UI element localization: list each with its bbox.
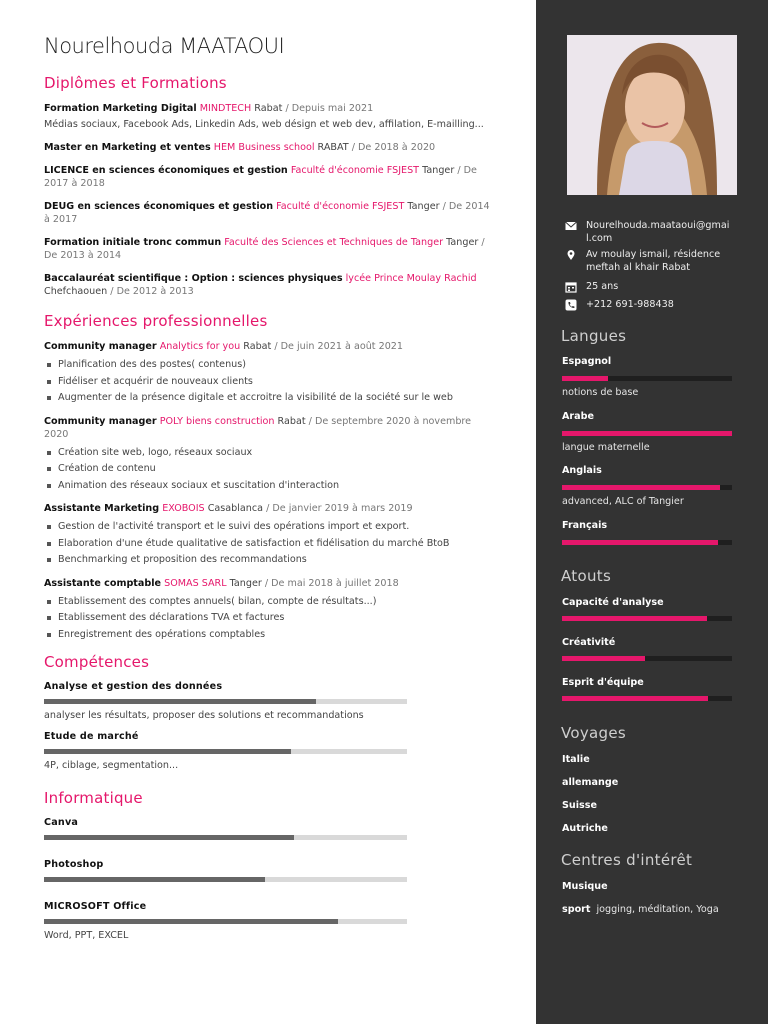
it-list xyxy=(44,817,492,941)
skills-level-bar xyxy=(44,749,407,754)
education-title: Formation initiale tronc commun xyxy=(44,237,222,248)
phone-text: +212 691-988438 xyxy=(586,299,674,310)
education-entry xyxy=(44,236,492,262)
language-note: notions de base xyxy=(562,387,639,398)
education-title: Formation Marketing Digital xyxy=(44,103,197,114)
education-entry xyxy=(44,200,492,226)
education-title: Master en Marketing et ventes xyxy=(44,142,211,153)
experience-title: Expériences professionnelles xyxy=(44,312,268,330)
education-city: Rabat xyxy=(254,103,283,114)
experience-bullet: Animation des réseaux sociaux et suscitation d'interaction xyxy=(44,478,492,495)
language-level-fill xyxy=(562,431,732,436)
experience-bullet: Etablissement des déclarations TVA et factures xyxy=(44,610,492,627)
it-level-fill xyxy=(44,877,265,882)
education-entry xyxy=(44,272,492,298)
candidate-name: Nourelhouda MAATAOUI xyxy=(44,34,285,58)
experience-bullet: Augmenter de la présence digitale et accroitre la visibilité de la société sur le web xyxy=(44,390,492,407)
it-level-bar xyxy=(44,835,407,840)
experience-bullet: Fidéliser et acquérir de nouveaux clients xyxy=(44,374,492,391)
language-label: Arabe xyxy=(562,411,595,422)
education-date: / De 2017 à 2018 xyxy=(44,165,477,189)
it-label: MICROSOFT Office xyxy=(44,901,147,912)
experience-bullets xyxy=(44,357,492,407)
experience-date: / De septembre 2020 à novembre 2020 xyxy=(44,415,472,440)
language-level-fill xyxy=(562,485,720,490)
experience-bullet: Elaboration d'une étude qualitative de satisfaction et fidélisation du marché BtoB xyxy=(44,536,492,553)
experience-bullets xyxy=(44,519,492,569)
strengths-title: Atouts xyxy=(561,567,612,585)
language-note: advanced, ALC of Tangier xyxy=(562,496,684,507)
interest-item xyxy=(562,881,608,892)
education-city: Chefchaouen xyxy=(44,286,108,297)
it-note: Word, PPT, EXCEL xyxy=(44,930,129,941)
education-city: RABAT xyxy=(317,142,349,153)
skills-level-bar xyxy=(44,699,407,704)
interest-label: sport xyxy=(562,904,591,915)
education-city: Tanger xyxy=(422,165,455,176)
experience-entry xyxy=(44,340,492,407)
experience-bullet: Enregistrement des opérations comptables xyxy=(44,627,492,644)
experience-company: SOMAS SARL xyxy=(164,577,227,589)
education-school: Faculté des Sciences et Techniques de Tanger xyxy=(224,237,444,248)
education-school: HEM Business school xyxy=(213,142,315,153)
it-title: Informatique xyxy=(44,789,143,807)
it-level-fill xyxy=(44,919,338,924)
calendar-icon xyxy=(565,281,577,293)
travel-item: Autriche xyxy=(562,823,608,834)
education-date: / De 2012 à 2013 xyxy=(110,286,194,297)
strength-label: Esprit d'équipe xyxy=(562,677,644,688)
education-school: Faculté d'économie FSJEST xyxy=(290,165,420,176)
experience-bullet: Gestion de l'activité transport et le suivi des opérations import et export. xyxy=(44,519,492,536)
it-label: Photoshop xyxy=(44,859,104,870)
language-level-fill xyxy=(562,376,608,381)
education-title: LICENCE en sciences économiques et gestion xyxy=(44,165,288,176)
experience-bullet: Benchmarking et proposition des recommandations xyxy=(44,552,492,569)
contact-phone[interactable] xyxy=(565,298,735,311)
education-school: MINDTECH xyxy=(199,103,252,114)
experience-bullets xyxy=(44,445,492,495)
contact-age xyxy=(565,280,735,293)
skills-level-fill xyxy=(44,699,316,704)
experience-title: Assistante comptable xyxy=(44,577,162,589)
experience-company: EXOBOIS xyxy=(162,503,205,514)
interest-note: jogging, méditation, Yoga xyxy=(596,904,719,915)
language-level-bar xyxy=(562,485,732,490)
experience-bullet: Création de contenu xyxy=(44,461,492,478)
it-level-bar xyxy=(44,919,407,924)
interests-title: Centres d'intérêt xyxy=(561,851,693,869)
contact-email[interactable] xyxy=(565,219,735,245)
education-description: Médias sociaux, Facebook Ads, Linkedin Ads, web désign et web dev, affilation, E-mailling... xyxy=(44,119,484,130)
education-entry xyxy=(44,141,492,154)
contact-address xyxy=(565,248,735,274)
location-pin-icon xyxy=(565,249,577,261)
education-list xyxy=(44,102,492,298)
experience-list xyxy=(44,340,492,643)
it-item xyxy=(44,859,492,882)
skills-item xyxy=(44,731,492,771)
skills-list xyxy=(44,681,492,771)
strength-label: Capacité d'analyse xyxy=(562,597,664,608)
language-note: langue maternelle xyxy=(562,442,650,453)
strength-level-fill xyxy=(562,696,708,701)
education-title: Baccalauréat scientifique : Option : sciences physiques xyxy=(44,273,343,284)
it-level-bar xyxy=(44,877,407,882)
experience-bullet: Etablissement des comptes annuels( bilan, compte de résultats...) xyxy=(44,594,492,611)
skills-item xyxy=(44,681,492,721)
it-item xyxy=(44,817,492,840)
experience-entry xyxy=(44,502,492,569)
interest-label: Musique xyxy=(562,881,608,892)
travel-title: Voyages xyxy=(561,724,627,742)
experience-title: Community manager xyxy=(44,341,157,352)
strength-level-bar xyxy=(562,616,732,621)
strength-level-fill xyxy=(562,616,707,621)
it-level-fill xyxy=(44,835,294,840)
education-date: / De 2018 à 2020 xyxy=(351,142,436,153)
language-label: Français xyxy=(562,520,608,531)
email-text: Nourelhouda.maataoui@gmail.com xyxy=(586,220,730,244)
it-label: Canva xyxy=(44,817,79,828)
skills-note: analyser les résultats, proposer des solutions et recommandations xyxy=(44,710,364,721)
skills-label: Etude de marché xyxy=(44,731,139,742)
skills-label: Analyse et gestion des données xyxy=(44,681,223,692)
education-entry xyxy=(44,102,492,131)
strength-level-bar xyxy=(562,656,732,661)
travel-item: Italie xyxy=(562,754,590,765)
phone-icon xyxy=(565,299,577,311)
education-city: Tanger xyxy=(407,201,440,212)
travel-item: Suisse xyxy=(562,800,597,811)
experience-date: / De juin 2021 à août 2021 xyxy=(274,341,404,352)
it-item xyxy=(44,901,492,941)
education-date: / De 2014 à 2017 xyxy=(44,201,490,225)
age-text: 25 ans xyxy=(586,281,619,292)
experience-title: Assistante Marketing xyxy=(44,503,160,514)
strength-level-bar xyxy=(562,696,732,701)
experience-entry xyxy=(44,415,492,495)
skills-title: Compétences xyxy=(44,653,150,671)
experience-bullets xyxy=(44,594,492,644)
experience-company: Analytics for you xyxy=(159,341,241,352)
envelope-icon xyxy=(565,220,577,232)
address-text: Av moulay ismail, résidence meftah al khair Rabat xyxy=(586,249,721,273)
education-city: Tanger xyxy=(446,237,479,248)
education-date: / Depuis mai 2021 xyxy=(285,103,374,114)
language-level-fill xyxy=(562,540,718,545)
interest-item xyxy=(562,904,719,915)
education-date: / De 2013 à 2014 xyxy=(44,237,485,261)
education-entry xyxy=(44,164,492,190)
language-label: Espagnol xyxy=(562,356,612,367)
experience-title: Community manager xyxy=(44,415,157,427)
profile-photo xyxy=(567,35,737,195)
languages-title: Langues xyxy=(561,327,627,345)
experience-date: / De janvier 2019 à mars 2019 xyxy=(266,503,413,514)
language-level-bar xyxy=(562,431,732,436)
education-school: Faculté d'économie FSJEST xyxy=(276,201,405,212)
language-level-bar xyxy=(562,540,732,545)
education-school: lycée Prince Moulay Rachid xyxy=(345,273,477,284)
travel-item: allemange xyxy=(562,777,619,788)
experience-bullet: Création site web, logo, réseaux sociaux xyxy=(44,445,492,462)
experience-entry xyxy=(44,577,492,644)
experience-bullet: Planification des des postes( contenus) xyxy=(44,357,492,374)
strength-label: Créativité xyxy=(562,637,616,648)
language-label: Anglais xyxy=(562,465,602,476)
education-title: DEUG en sciences économiques et gestion xyxy=(44,201,274,212)
experience-company: POLY biens construction xyxy=(159,415,275,427)
experience-city: Casablanca xyxy=(207,503,264,514)
experience-city: Tanger xyxy=(229,577,262,589)
skills-level-fill xyxy=(44,749,291,754)
experience-date: / De mai 2018 à juillet 2018 xyxy=(264,577,399,589)
language-level-bar xyxy=(562,376,732,381)
strength-level-fill xyxy=(562,656,645,661)
skills-note: 4P, ciblage, segmentation... xyxy=(44,760,179,771)
experience-city: Rabat xyxy=(243,341,272,352)
experience-city: Rabat xyxy=(277,415,306,427)
education-title: Diplômes et Formations xyxy=(44,74,227,92)
